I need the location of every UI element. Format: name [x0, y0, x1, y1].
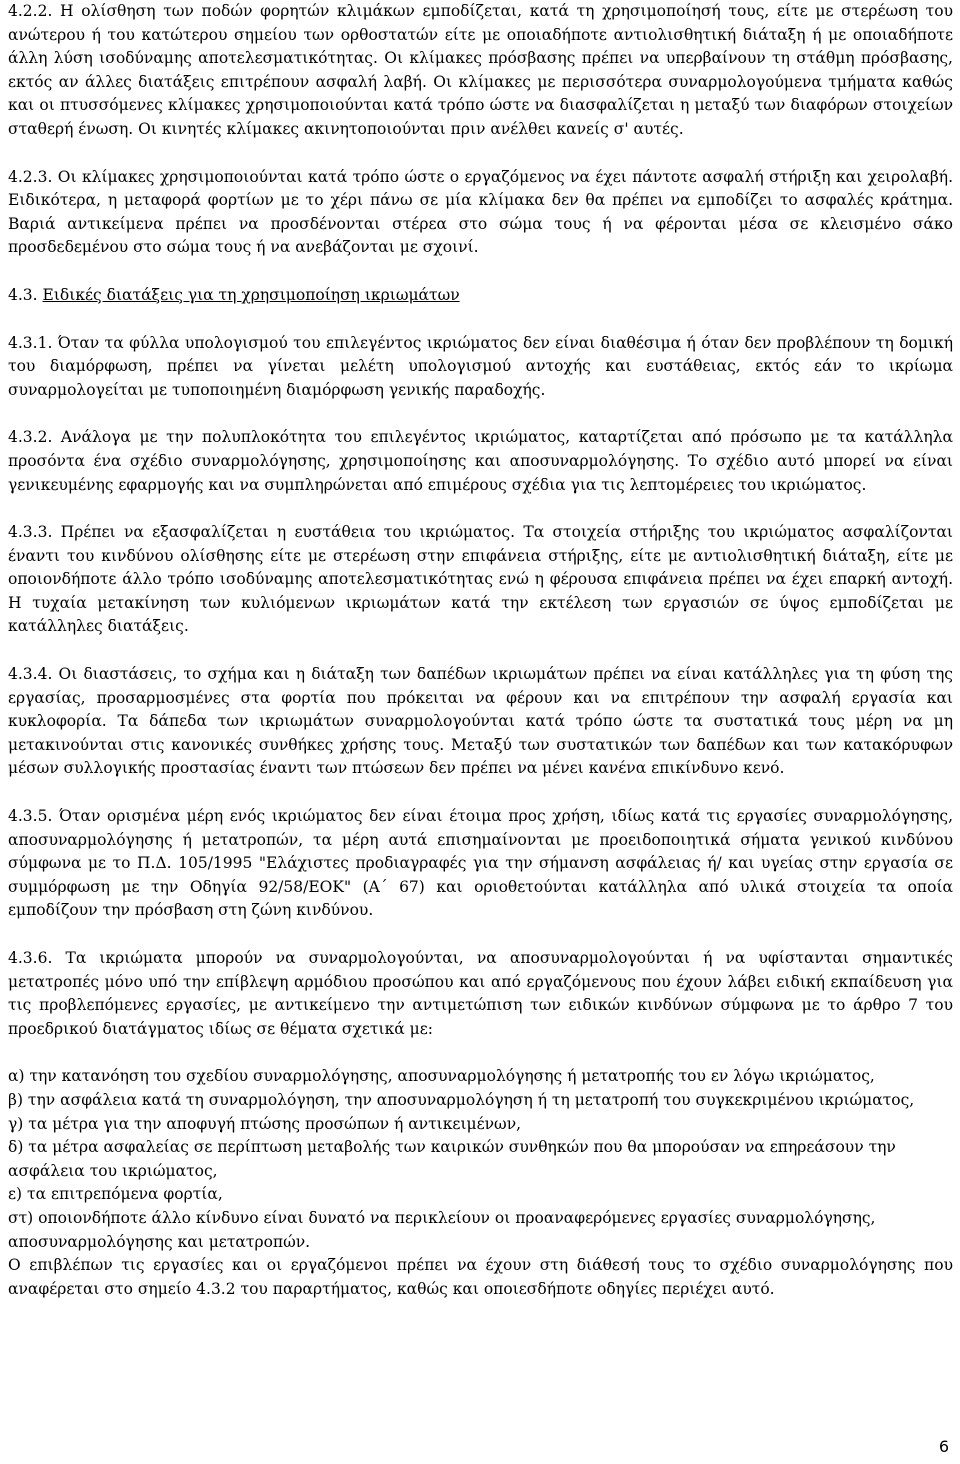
document-body [8, 0, 953, 1301]
paragraph-4-3-5: 4.3.5. Όταν ορισμένα μέρη ενός ικριώματος δεν είναι έτοιμα προς χρήση, ιδίως κατά τις εργασίες συναρμολόγησης, αποσυναρμολόγησης ή μετατροπών, τα μέρη αυτά επισημαίνονται με προειδοποιητικά σήματα γενικού κινδύνου σύμφωνα με το Π.Δ. 105/1995 "Ελάχιστες προδιαγραφές για την σήμανση ασφάλειας ή/ και υγείας στην εργασία σε συμμόρφωση με την Οδηγία 92/58/ΕΟΚ" (Α΄ 67) και οριοθετούνται κατάλληλα από υλικά στοιχεία τα οποία εμποδίζουν την πρόσβαση στη ζώνη κινδύνου. [8, 807, 953, 920]
paragraph-4-3-1: 4.3.1. Όταν τα φύλλα υπολογισμού του επιλεγέντος ικριώματος δεν είναι διαθέσιμα ή όταν δεν προβλέπουν τη δομική του διαμόρφωση, πρέπει να γίνεται μελέτη υπολογισμού αντοχής και ευστάθειας, εκτός εάν το ικρίωμα συναρμολογείται με τυποποιημένη διαμόρφωση γενικής παραδοχής. [8, 333, 953, 399]
list-item: ε) τα επιτρεπόμενα φορτία, [8, 1185, 223, 1204]
section-heading-4-3 [8, 284, 953, 308]
closing-paragraph: Ο επιβλέπων τις εργασίες και οι εργαζόμενοι πρέπει να έχουν στη διάθεσή τους το σχέδιο συναρμολόγησης που αναφέρεται στο σημείο 4.3.2 του παραρτήματος, καθώς και οποιεσδήποτε οδηγίες περιέχει αυτό. [8, 1256, 953, 1298]
list-item: στ) οποιονδήποτε άλλο κίνδυνο είναι δυνατό να περικλείουν οι προαναφερόμενες εργασίες συναρμολόγησης, αποσυναρμολόγησης και μετατροπών. [8, 1208, 876, 1251]
paragraph-4-3-2: 4.3.2. Ανάλογα με την πολυπλοκότητα του επιλεγέντος ικριώματος, καταρτίζεται από πρόσωπο με τα κατάλληλα προσόντα ένα σχέδιο συναρμολόγησης, χρησιμοποίησης και αποσυναρμολόγησης. Το σχέδιο αυτό μπορεί να είναι γενικευμένης εφαρμογής και να συμπληρώνεται από επιμέρους σχέδια για τις λεπτομέρειες του ικριώματος. [8, 428, 953, 494]
page-number: 6 [938, 1437, 949, 1456]
section-title: Ειδικές διατάξεις για τη χρησιμοποίηση ικριωμάτων [42, 285, 460, 304]
paragraph-4-3-6: 4.3.6. Τα ικριώματα μπορούν να συναρμολογούνται, να αποσυναρμολογούνται ή να υφίστανται σημαντικές μετατροπές μόνο υπό την επίβλεψη αρμόδιου προσώπου και από εργαζόμενους που έχουν λάβει ειδική εκπαίδευση για τις προβλεπόμενες εργασίες, με αντικείμενο την αντιμετώπιση των ειδικών κινδύνων σύμφωνα με το άρθρο 7 του προεδρικού διατάγματος ιδίως σε θέματα σχετικά με: [8, 949, 953, 1038]
list-item: δ) τα μέτρα ασφαλείας σε περίπτωση μεταβολής των καιρικών συνθηκών που θα μπορούσαν να επηρεάσουν την ασφάλεια του ικριώματος, [8, 1138, 896, 1180]
list-item: β) την ασφάλεια κατά τη συναρμολόγηση, την αποσυναρμολόγηση ή τη μετατροπή του συγκεκριμένου ικριώματος, [8, 1090, 915, 1109]
paragraph-4-2-3: 4.2.3. Οι κλίμακες χρησιμοποιούνται κατά τρόπο ώστε ο εργαζόμενος να έχει πάντοτε ασφαλή στήριξη και χειρολαβή. Ειδικότερα, η μεταφορά φορτίων με το χέρι πάνω σε μία κλίμακα δεν θα πρέπει να εμποδίζει το ασφαλές κράτημα. Βαριά αντικείμενα πρέπει να προσδένονται στέρεα στο σώμα τους ή να φέρονται μέσα σε κλεισμένο σάκο προσδεδεμένου στο σώμα τους ή να ανεβάζονται με σχοινί. [8, 167, 953, 257]
list-item: α) την κατανόηση του σχεδίου συναρμολόγησης, αποσυναρμολόγησης ή μετατροπής του εν λόγω ικριώματος, [8, 1067, 875, 1086]
paragraph-4-3-3: 4.3.3. Πρέπει να εξασφαλίζεται η ευστάθεια του ικριώματος. Τα στοιχεία στήριξης του ικριώματος ασφαλίζονται έναντι του κινδύνου ολίσθησης είτε με στερέωση στην επιφάνεια στήριξης, είτε με αντιολισθητική διάταξη, είτε με οποιονδήποτε άλλο τρόπο ισοδύναμης αποτελεσματικότητας ενώ η φέρουσα επιφάνεια πρέπει να έχει επαρκή αντοχή. Η τυχαία μετακίνηση των κυλιόμενων ικριωμάτων κατά την εκτέλεση των εργασιών σε ύψος εμποδίζεται με κατάλληλες διατάξεις. [8, 523, 953, 636]
paragraph-4-2-2: 4.2.2. Η ολίσθηση των ποδών φορητών κλιμάκων εμποδίζεται, κατά τη χρησιμοποίησή τους, είτε με στερέωση του ανώτερου ή του κατώτερου σημείου των ορθοστατών είτε με οποιαδήποτε αντιολισθητική διάταξη ή με οποιαδήποτε άλλη λύση ισοδύναμης αποτελεσματικότητας. Οι κλίμακες πρόσβασης πρέπει να υπερβαίνουν τη στάθμη πρόσβασης, εκτός αν άλλες διατάξεις επιτρέπουν ασφαλή λαβή. Οι κλίμακες με περισσότερα συναρμολογούμενα τμήματα καθώς και οι πτυσσόμενες κλίμακες χρησιμοποιούνται κατά τρόπο ώστε να διασφαλίζεται η μεταξύ των διαφόρων στοιχείων σταθερή ένωση. Οι κινητές κλίμακες ακινητοποιούνται πριν ανέλθει κανείς σ' αυτές. [8, 2, 953, 138]
list-item: γ) τα μέτρα για την αποφυγή πτώσης προσώπων ή αντικειμένων, [8, 1114, 522, 1133]
section-number: 4.3. [8, 285, 38, 304]
paragraph-4-3-4: 4.3.4. Οι διαστάσεις, το σχήμα και η διάταξη των δαπέδων ικριωμάτων πρέπει να είναι κατάλληλες για τη φύση της εργασίας, προσαρμοσμένες στα φορτία που πρόκειται να φέρουν και να επιτρέπουν την ασφαλή εργασία και κυκλοφορία. Τα δάπεδα των ικριωμάτων συναρμολογούνται κατά τρόπο ώστε τα συστατικά τους μέρη να μη μετακινούνται στις κανονικές συνθήκες χρήσης τους. Μεταξύ των συστατικών των δαπέδων και των κατακόρυφων μέσων συλλογικής προστασίας έναντι των πτώσεων δεν πρέπει να μένει κανένα επικίνδυνο κενό. [8, 665, 953, 778]
